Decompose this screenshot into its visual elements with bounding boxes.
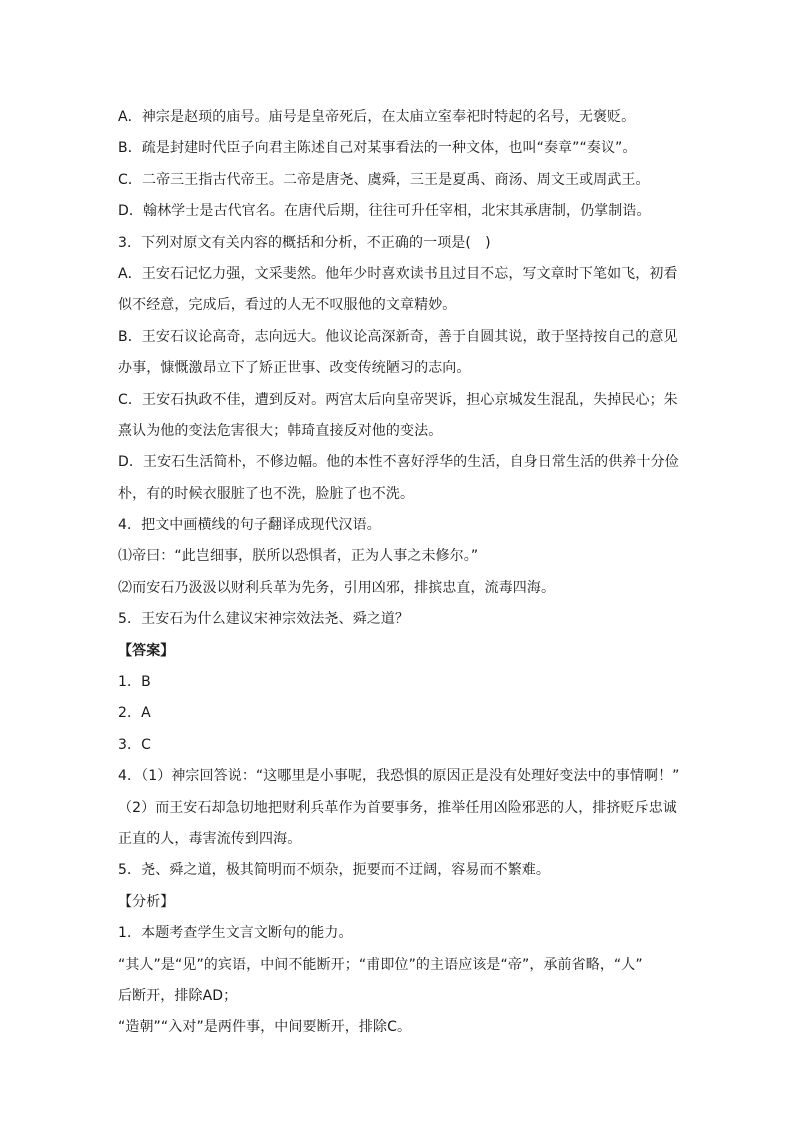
q3-option-d-line-1: D．王安石生活简朴，不修边幅。他的本性不喜好浮华的生活，自身日常生活的供养十分俭: [118, 454, 679, 471]
q3-option-c-line-2: 熹认为他的变法危害很大；韩琦直接反对他的变法。: [118, 422, 443, 439]
analysis-heading: 【分析】: [118, 893, 175, 910]
q3-option-a-line-1: A．王安石记忆力强，文采斐然。他年少时喜欢读书且过目不忘，写文章时下笔如飞，初看: [118, 265, 678, 282]
document-body: [118, 102, 688, 1044]
analysis-1-detail-line-3: “造朝”“入对”是两件事，中间要断开，排除C。: [118, 1019, 412, 1036]
q3-option-d-line-2: 朴，有的时候衣服脏了也不洗，脸脏了也不洗。: [118, 485, 415, 502]
option-a-line: A．神宗是赵顼的庙号。庙号是皇帝死后，在太庙立室奉祀时特起的名号，无褒贬。: [118, 109, 636, 125]
q3-option-b-line-1: B．王安石议论高奇，志向远大。他议论高深新奇，善于自圆其说，敢于坚持按自己的意见: [118, 328, 678, 345]
q4-sentence-2-line: ⑵而安石乃汲汲以财利兵革为先务，引用凶邪，排摈忠直，流毒四海。: [118, 579, 556, 596]
analysis-1-line: 1．本题考查学生文言文断句的能力。: [118, 925, 353, 942]
answer-4-line-1: 4．（1）神宗回答说：“这哪里是小事呢，我恐惧的原因正是没有处理好变法中的事情啊！”: [118, 768, 680, 785]
answer-5-line: 5．尧、舜之道，极其简明而不烦杂，扼要而不迂阔，容易而不繁难。: [118, 862, 551, 879]
answer-1-line: 1．B: [118, 674, 151, 691]
question-5-line: 5．王安石为什么建议宋神宗效法尧、舜之道？: [118, 611, 410, 628]
question-4-line: 4．把文中画横线的句子翻译成现代汉语。: [118, 517, 381, 534]
answer-4-line-2: （2）而王安石却急切地把财利兵革作为首要事务，推举任用凶险邪恶的人，排挤贬斥忠诚: [118, 799, 677, 816]
answer-4-line-3: 正直的人，毒害流传到四海。: [118, 830, 302, 847]
q3-option-c-line-1: C．王安石执政不佳，遭到反对。两宫太后向皇帝哭诉，担心京城发生混乱，失掉民心；朱: [118, 391, 678, 408]
answer-2-line: 2．A: [118, 705, 151, 722]
analysis-1-detail-line-2: 后断开，排除AD；: [118, 987, 238, 1004]
option-c-line: C．二帝三王指古代帝王。二帝是唐尧、虞舜，三王是夏禹、商汤、周文王或周武王。: [118, 171, 650, 188]
answer-3-line: 3．C: [118, 736, 151, 753]
analysis-1-detail-line-1: “其人”是“见”的宾语，中间不能断开；“甫即位”的主语应该是“帝”，承前省略，“人”: [118, 956, 643, 973]
q4-sentence-1-line: ⑴帝曰：“此岂细事，朕所以恐惧者，正为人事之未修尔。”: [118, 548, 479, 565]
q3-option-b-line-2: 办事，慷慨激昂立下了矫正世事、改变传统陋习的志向。: [118, 360, 471, 377]
q3-option-a-line-2: 似不经意，完成后，看过的人无不叹服他的文章精妙。: [118, 297, 457, 314]
question-3-line: 3．下列对原文有关内容的概括和分析，不正确的一项是( ): [118, 234, 491, 251]
option-b-line: B．疏是封建时代臣子向君主陈述自己对某事看法的一种文体，也叫“奏章”“奏议”。: [118, 140, 637, 157]
option-d-line: D．翰林学士是古代官名。在唐代后期，往往可升任宰相，北宋其承唐制，仍掌制诰。: [118, 203, 651, 220]
answer-heading: 【答案】: [118, 642, 175, 659]
